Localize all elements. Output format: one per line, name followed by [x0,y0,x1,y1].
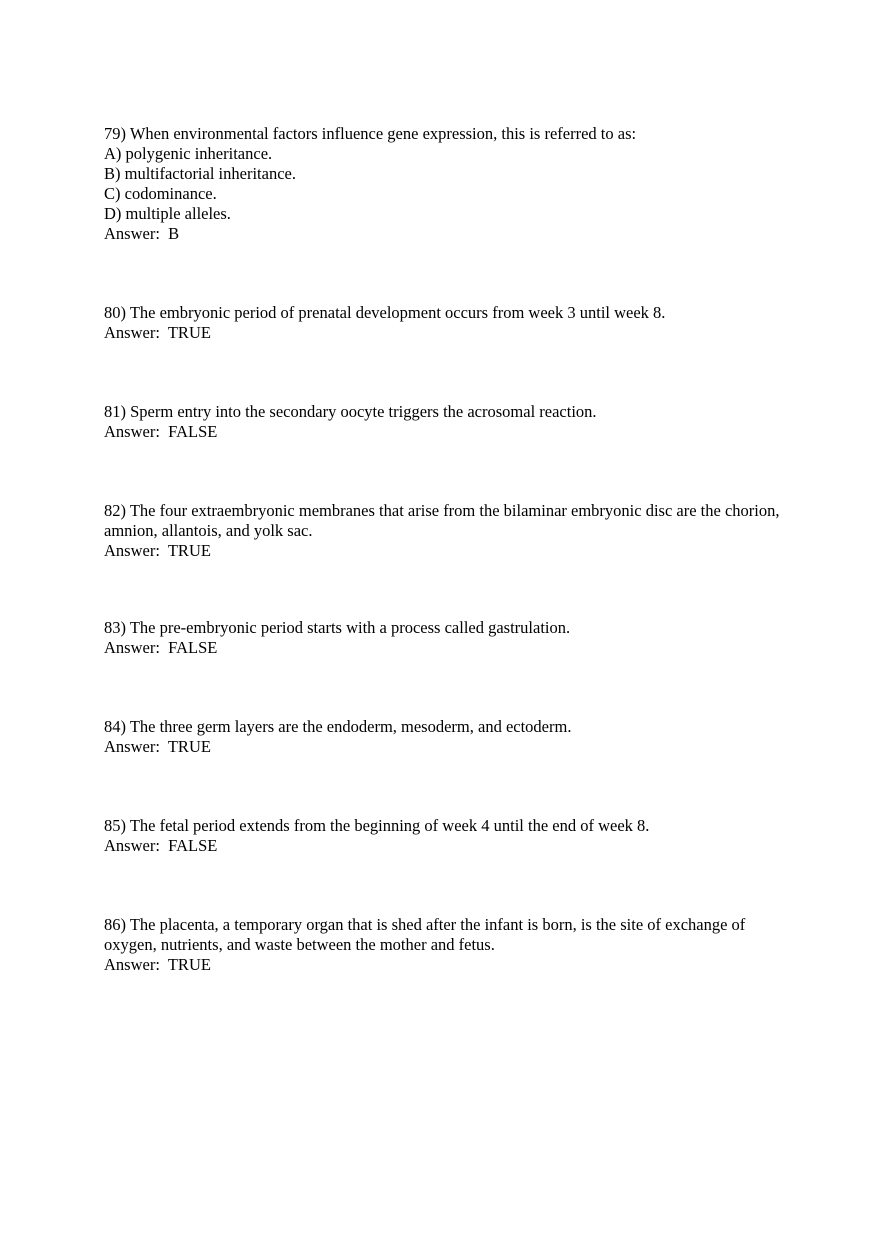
answer-option-b: B) multifactorial inheritance. [104,164,296,183]
answer-line: Answer: TRUE [104,955,211,974]
question-80 [104,303,794,343]
answer-line: Answer: TRUE [104,541,211,560]
question-79 [104,124,794,244]
question-82 [104,501,794,561]
question-text: 81) Sperm entry into the secondary oocyte triggers the acrosomal reaction. [104,402,597,421]
question-text: 84) The three germ layers are the endoderm, mesoderm, and ectoderm. [104,717,572,736]
question-86 [104,915,794,975]
question-text: 79) When environmental factors influence gene expression, this is referred to as: [104,124,637,143]
question-text: 86) The placenta, a temporary organ that is shed after the infant is born, is the site of exchange of oxygen, nutrients, and waste between the mother and fetus. [104,915,746,954]
question-81 [104,402,794,442]
answer-line: Answer: FALSE [104,422,218,441]
question-83 [104,618,794,658]
answer-option-a: A) polygenic inheritance. [104,144,273,163]
question-85 [104,816,794,856]
answer-option-c: C) codominance. [104,184,217,203]
question-84 [104,717,794,757]
question-text: 82) The four extraembryonic membranes that arise from the bilaminar embryonic disc are the chorion, amnion, allantois, and yolk sac. [104,501,780,540]
answer-line: Answer: FALSE [104,638,218,657]
answer-line: Answer: B [104,224,180,243]
answer-line: Answer: TRUE [104,737,211,756]
question-text: 80) The embryonic period of prenatal development occurs from week 3 until week 8. [104,303,666,322]
answer-line: Answer: FALSE [104,836,218,855]
answer-option-d: D) multiple alleles. [104,204,231,223]
question-text: 85) The fetal period extends from the beginning of week 4 until the end of week 8. [104,816,650,835]
answer-line: Answer: TRUE [104,323,211,342]
question-text: 83) The pre-embryonic period starts with a process called gastrulation. [104,618,571,637]
